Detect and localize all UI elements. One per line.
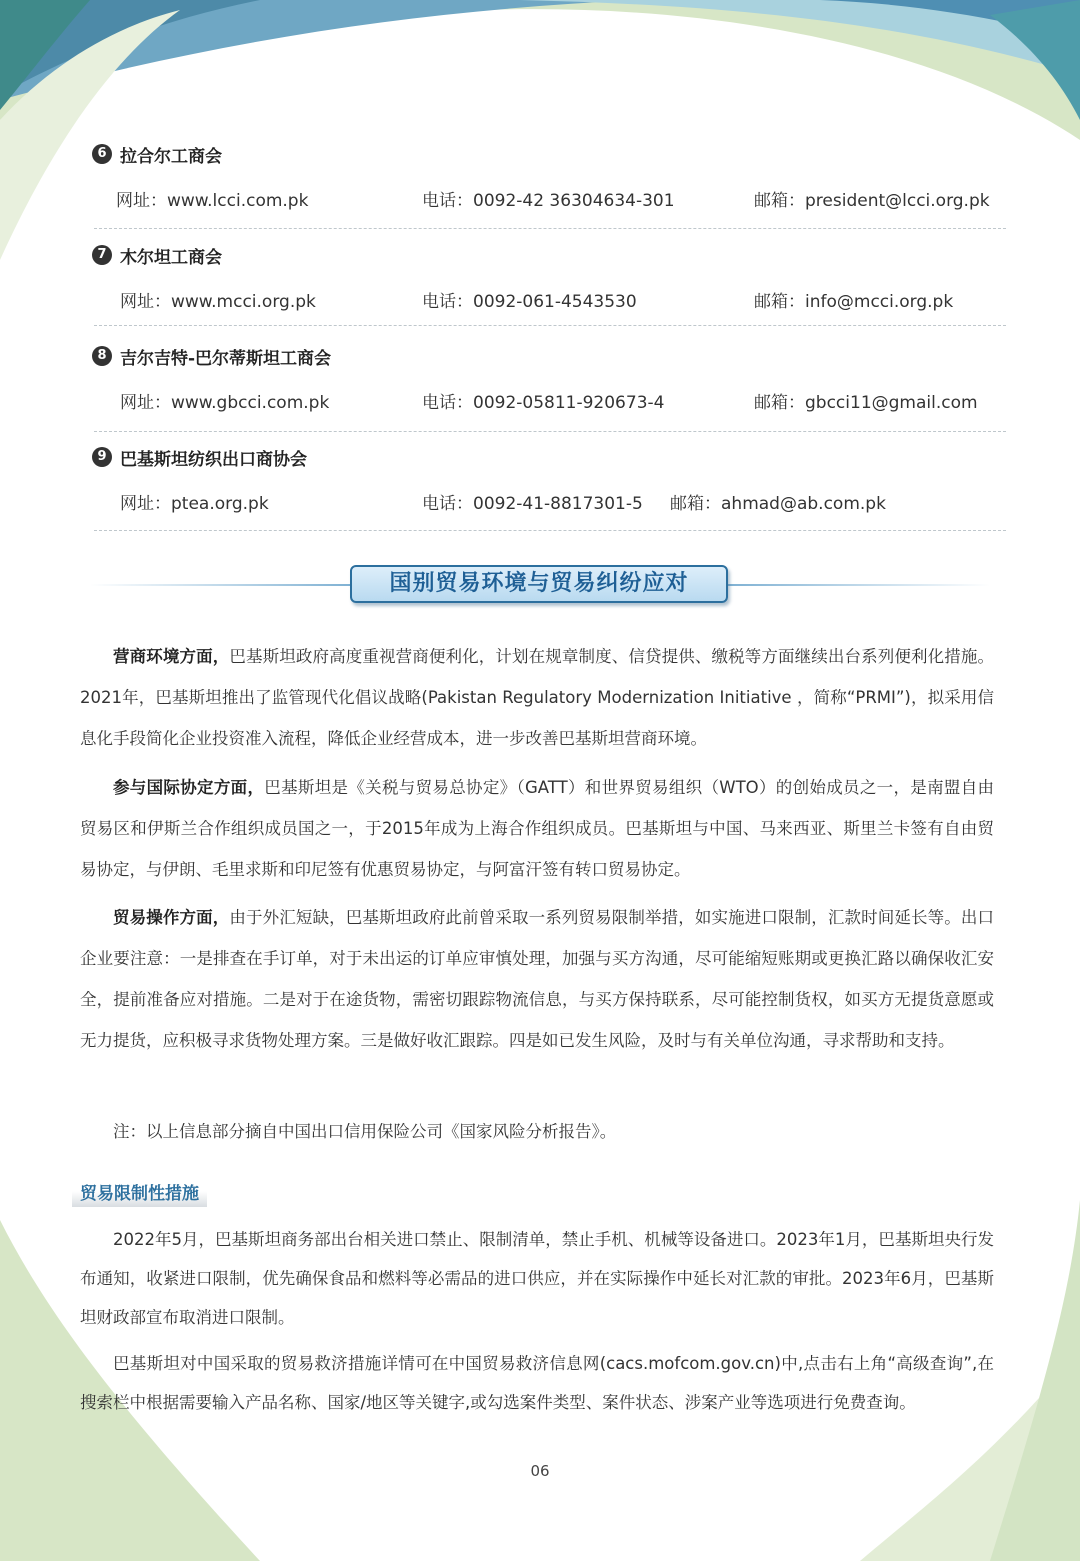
dashed-divider xyxy=(94,431,1006,432)
org-entry xyxy=(92,142,1008,210)
paragraph-lead: 营商环境方面， xyxy=(113,647,230,666)
org-email: 邮箱：gbcci11@gmail.com xyxy=(754,393,978,413)
org-email: 邮箱：info@mcci.org.pk xyxy=(754,292,954,312)
org-website: 网址：ptea.org.pk xyxy=(120,494,269,514)
number-badge-icon: 7 xyxy=(92,245,112,265)
paragraph-business-environment xyxy=(80,636,994,759)
org-phone: 电话：0092-41-8817301-5 xyxy=(422,494,643,514)
org-phone: 电话：0092-05811-920673-4 xyxy=(422,393,665,413)
org-phone: 电话：0092-42 36304634-301 xyxy=(422,191,675,211)
org-email: 邮箱：ahmad@ab.com.pk xyxy=(670,494,886,514)
paragraph-text: 巴基斯坦政府高度重视营商便利化，计划在规章制度、信贷提供、缴税等方面继续出台系列便利化措施。2021年，巴基斯坦推出了监管现代化倡议战略(Pakistan Regulatory Modernization Initiative ，简称“PRMI”)，拟采用信息化手段简化企业投资准入流程，降低企业经营成本，进一步改善巴基斯坦营商环境。 xyxy=(80,647,994,748)
dashed-divider xyxy=(94,325,1006,326)
org-name: 拉合尔工商会 xyxy=(120,146,222,167)
number-badge-icon: 9 xyxy=(92,447,112,467)
section-title-banner: 国别贸易环境与贸易纠纷应对 xyxy=(350,565,728,603)
dashed-divider xyxy=(94,530,1006,531)
subsection-title: 贸易限制性措施 xyxy=(72,1181,207,1207)
org-phone: 电话：0092-061-4543530 xyxy=(422,292,637,312)
org-website: 网址：www.mcci.org.pk xyxy=(120,292,316,312)
banner-rule-left xyxy=(90,584,352,586)
org-entry xyxy=(92,445,1008,513)
paragraph-trade-remedy: 巴基斯坦对中国采取的贸易救济措施详情可在中国贸易救济信息网(cacs.mofcom.gov.cn)中,点击右上角“高级查询”,在搜索栏中根据需要输入产品名称、国家/地区等关键字,或勾选案件类型、案件状态、涉案产业等选项进行免费查询。 xyxy=(80,1354,994,1412)
number-badge-icon: 8 xyxy=(92,346,112,366)
paragraph-international-agreements xyxy=(80,767,994,890)
paragraph-trade-operation xyxy=(80,897,994,1061)
paragraph-text: 巴基斯坦是《关税与贸易总协定》（GATT）和世界贸易组织（WTO）的创始成员之一，是南盟自由贸易区和伊斯兰合作组织成员国之一，于2015年成为上海合作组织成员。巴基斯坦与中国、马来西亚、斯里兰卡签有自由贸易协定，与伊朗、毛里求斯和印尼签有优惠贸易协定，与阿富汗签有转口贸易协定。 xyxy=(80,778,994,879)
paragraph-text: 由于外汇短缺，巴基斯坦政府此前曾采取一系列贸易限制举措，如实施进口限制，汇款时间延长等。出口企业要注意：一是排查在手订单，对于未出运的订单应审慎处理，加强与买方沟通，尽可能缩短账期或更换汇路以确保收汇安全，提前准备应对措施。二是对于在途货物，需密切跟踪物流信息，与买方保持联系，尽可能控制货权，如买方无提货意愿或无力提货，应积极寻求货物处理方案。三是做好收汇跟踪。四是如已发生风险，及时与有关单位沟通，寻求帮助和支持。 xyxy=(80,908,994,1050)
number-badge-icon: 6 xyxy=(92,144,112,164)
paragraph-lead: 参与国际协定方面， xyxy=(113,778,265,797)
org-entry xyxy=(92,243,1008,311)
org-website: 网址：www.gbcci.com.pk xyxy=(120,393,330,413)
banner-rule-right xyxy=(728,584,990,586)
org-entry xyxy=(92,344,1008,412)
org-name: 木尔坦工商会 xyxy=(120,247,222,268)
paragraph-restrictions: 2022年5月，巴基斯坦商务部出台相关进口禁止、限制清单，禁止手机、机械等设备进口。2023年1月，巴基斯坦央行发布通知，收紧进口限制，优先确保食品和燃料等必需品的进口供应，并在实际操作中延长对汇款的审批。2023年6月，巴基斯坦财政部宣布取消进口限制。 xyxy=(80,1230,994,1327)
org-name: 巴基斯坦纺织出口商协会 xyxy=(120,449,307,470)
source-note: 注：以上信息部分摘自中国出口信用保险公司《国家风险分析报告》。 xyxy=(113,1122,617,1141)
org-email: 邮箱：president@lcci.org.pk xyxy=(754,191,990,211)
page-number: 06 xyxy=(530,1462,550,1480)
paragraph-lead: 贸易操作方面， xyxy=(113,908,230,927)
org-name: 吉尔吉特-巴尔蒂斯坦工商会 xyxy=(120,348,332,369)
org-website: 网址：www.lcci.com.pk xyxy=(116,191,309,211)
dashed-divider xyxy=(94,228,1006,229)
